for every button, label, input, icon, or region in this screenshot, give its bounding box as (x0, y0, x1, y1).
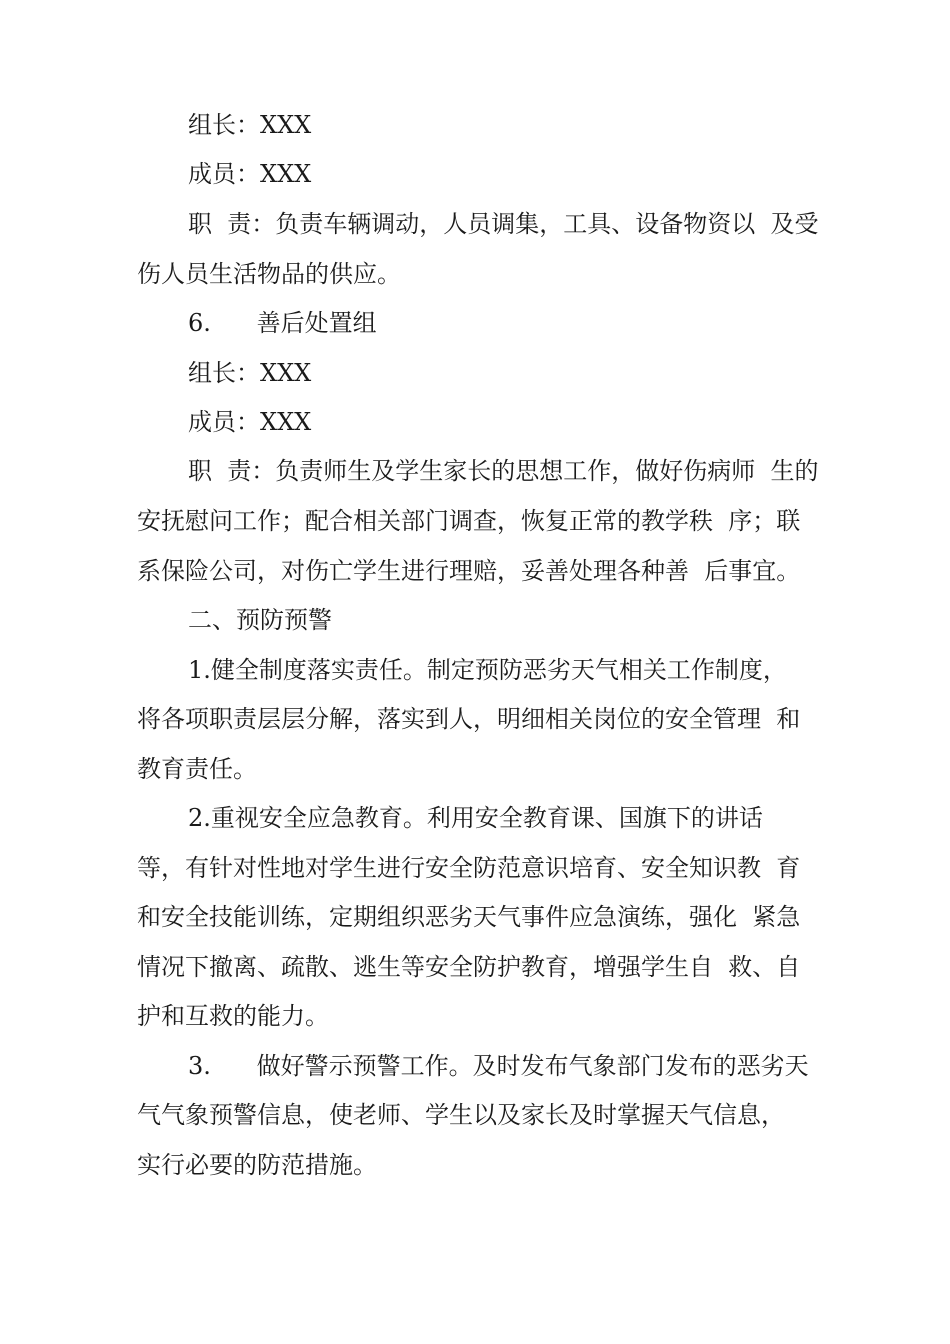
item-3-line3: 实行必要的防范措施。 (137, 1151, 377, 1179)
leader-5: 组长：XXX (188, 111, 312, 139)
duty-6-line3: 系保险公司，对伤亡学生进行理赔，妥善处理各种善 后事宜。 (137, 557, 801, 585)
item-2-line1: 2.重视安全应急教育。利用安全教育课、国旗下的讲话 (188, 804, 763, 832)
duty-6-line1: 职 责：负责师生及学生家长的思想工作，做好伤病师 生的 (188, 457, 819, 485)
duty-5-line2: 伤人员生活物品的供应。 (137, 260, 401, 288)
item-1-line2: 将各项职责层层分解，落实到人，明细相关岗位的安全管理 和 (137, 705, 801, 733)
members-6: 成员：XXX (188, 408, 312, 436)
item-2-line4: 情况下撤离、疏散、逃生等安全防护教育，增强学生自 救、自 (137, 953, 801, 981)
leader-6: 组长：XXX (188, 359, 312, 387)
group-6-heading: 6. 善后处置组 (188, 309, 377, 337)
item-2-line2: 等，有针对性地对学生进行安全防范意识培育、安全知识教 育 (137, 854, 801, 882)
item-1-line3: 教育责任。 (137, 755, 257, 783)
item-3-line2: 气气象预警信息，使老师、学生以及家长及时掌握天气信息， (137, 1101, 785, 1129)
section-2-heading: 二、预防预警 (188, 606, 332, 634)
item-2-line5: 护和互救的能力。 (137, 1002, 329, 1030)
members-5: 成员：XXX (188, 160, 312, 188)
item-2-line3: 和安全技能训练，定期组织恶劣天气事件应急演练，强化 紧急 (137, 903, 801, 931)
item-1-line1: 1.健全制度落实责任。制定预防恶劣天气相关工作制度， (188, 656, 787, 684)
item-3-line1: 3. 做好警示预警工作。及时发布气象部门发布的恶劣天 (188, 1052, 809, 1080)
duty-6-line2: 安抚慰问工作；配合相关部门调查，恢复正常的教学秩 序；联 (137, 507, 801, 535)
duty-5-line1: 职 责：负责车辆调动，人员调集，工具、设备物资以 及受 (188, 210, 819, 238)
